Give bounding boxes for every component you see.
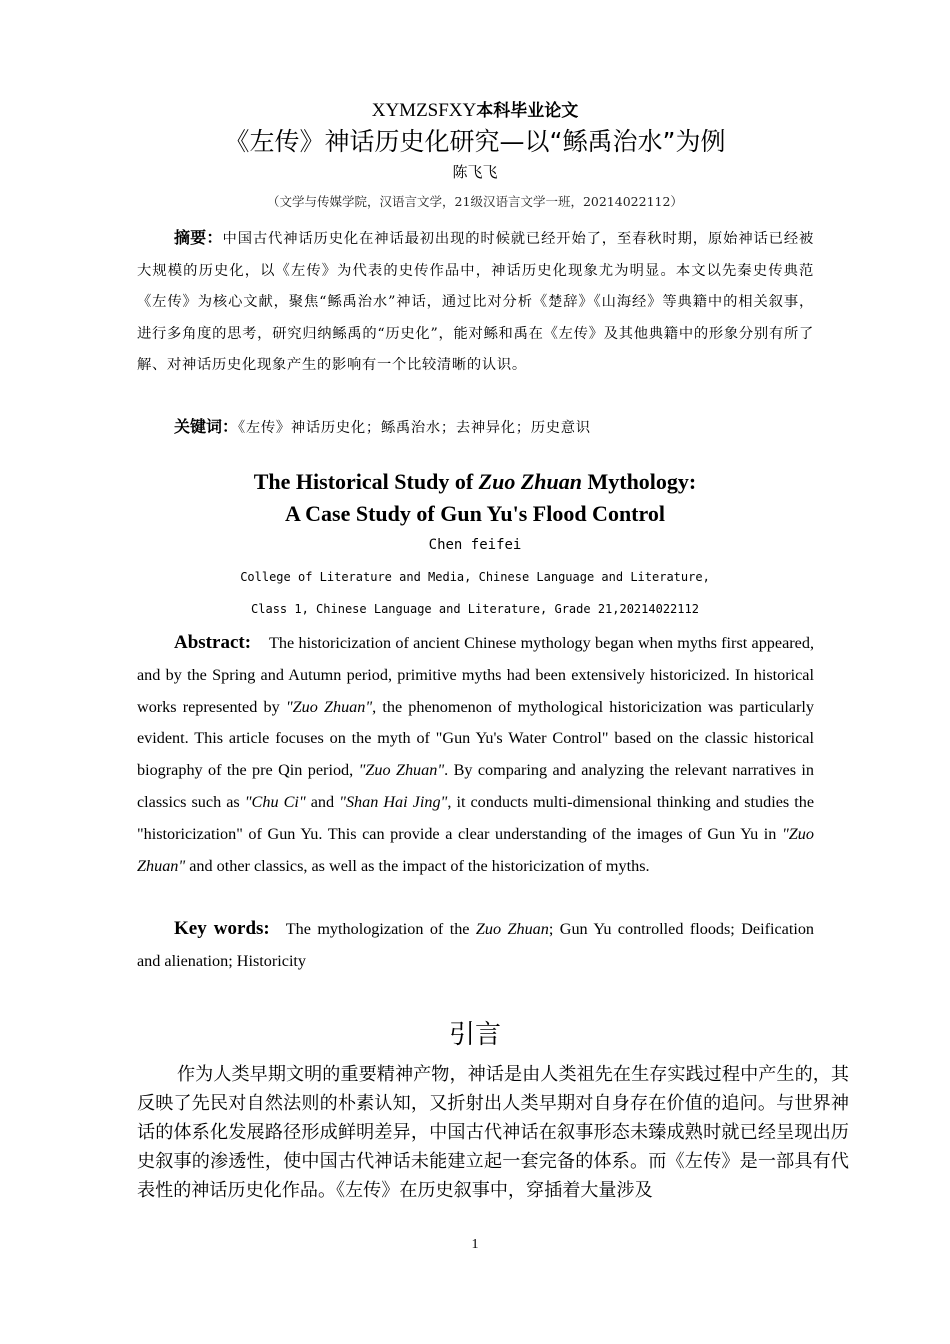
introduction-body: [137, 1060, 849, 1205]
english-title-line2: A Case Study of Gun Yu's Flood Control: [284, 501, 665, 526]
chinese-keywords-text: 《左传》神话历史化；鲧禹治水；去神异化；历史意识: [238, 420, 591, 436]
english-abstract: Abstract: The historicization of ancient Chinese mythology began when myths first appeared, and by the Spring and Autumn period, primitive myths had been extensively historicized. In historical works represented by "Zuo Zhuan", the phenomenon of mythological historicization was particularly evident. This article focuses on the myth of "Gun Yu's Water Control" based on the classic historical biography of the pre Qin period, "Zuo Zhuan". By comparing and analyzing the relevant narratives in classics such as "Chu Ci" and "Shan Hai Jing", it conducts multi-dimensional thinking and studies the "historicization" of Gun Yu. This can provide a clear understanding of the images of Gun Yu in "Zuo Zhuan" and other classics, as well as the impact of the historicization of myths.: [137, 632, 815, 875]
chinese-keywords-label: 关键词：: [174, 417, 239, 436]
chinese-title: 《左传》神话历史化研究—以“鲧禹治水”为例: [224, 127, 726, 156]
english-keywords: Key words: The mythologization of the Zuo Zhuan; Gun Yu controlled floods; Deification and alienation; Historicity: [137, 918, 815, 970]
english-keywords-label: Key words:: [174, 918, 270, 939]
chinese-abstract-text: 中国古代神话历史化在神话最初出现的时候就已经开始了，至春秋时期，原始神话已经被大规模的历史化，以《左传》为代表的史传作品中，神话历史化现象尤为明显。本文以先秦史传典范《左传》为核心文献，聚焦“鲧禹治水”神话，通过比对分析《楚辞》《山海经》等典籍中的相关叙事，进行多角度的思考，研究归纳鲧禹的“历史化”，能对鲧和禹在《左传》及其他典籍中的形象分别有所了解、对神话历史化现象产生的影响有一个比较清晰的认识。: [137, 231, 814, 374]
thesis-header: [0, 96, 950, 122]
introduction-heading: 引言: [448, 1020, 501, 1050]
school-code: XYMZSFXY: [371, 100, 477, 121]
chinese-affiliation: （文学与传媒学院，汉语言文学，21级汉语言文学一班，20214022112）: [267, 194, 683, 209]
page-number: 1: [471, 1237, 479, 1252]
chinese-author: 陈飞飞: [452, 163, 498, 181]
english-affiliation-line1: College of Literature and Media, Chinese Language and Literature,: [240, 570, 710, 584]
english-title-line1: The Historical Study of Zuo Zhuan Mythology:: [253, 469, 697, 494]
english-author: Chen feifei: [428, 537, 522, 553]
english-affiliation-line2: Class 1, Chinese Language and Literature, Grade 21,20214022112: [251, 602, 699, 616]
chinese-abstract: [137, 222, 814, 382]
english-abstract-label: Abstract:: [174, 632, 252, 653]
thesis-type-label: 本科毕业论文: [476, 101, 579, 121]
english-title: [0, 466, 950, 530]
introduction-paragraph: 作为人类早期文明的重要精神产物，神话是由人类祖先在生存实践过程中产生的，其反映了先民对自然法则的朴素认知，又折射出人类早期对自身存在价值的追问。与世界神话的体系化发展路径形成鲜明差异，中国古代神话在叙事形态未臻成熟时就已经呈现出历史叙事的渗透性，使中国古代神话未能建立起一套完备的体系。而《左传》是一部具有代表性的神话历史化作品。《左传》在历史叙事中，穿插着大量涉及: [137, 1064, 849, 1201]
chinese-abstract-label: 摘要：: [174, 228, 223, 247]
chinese-keywords: [137, 414, 851, 441]
